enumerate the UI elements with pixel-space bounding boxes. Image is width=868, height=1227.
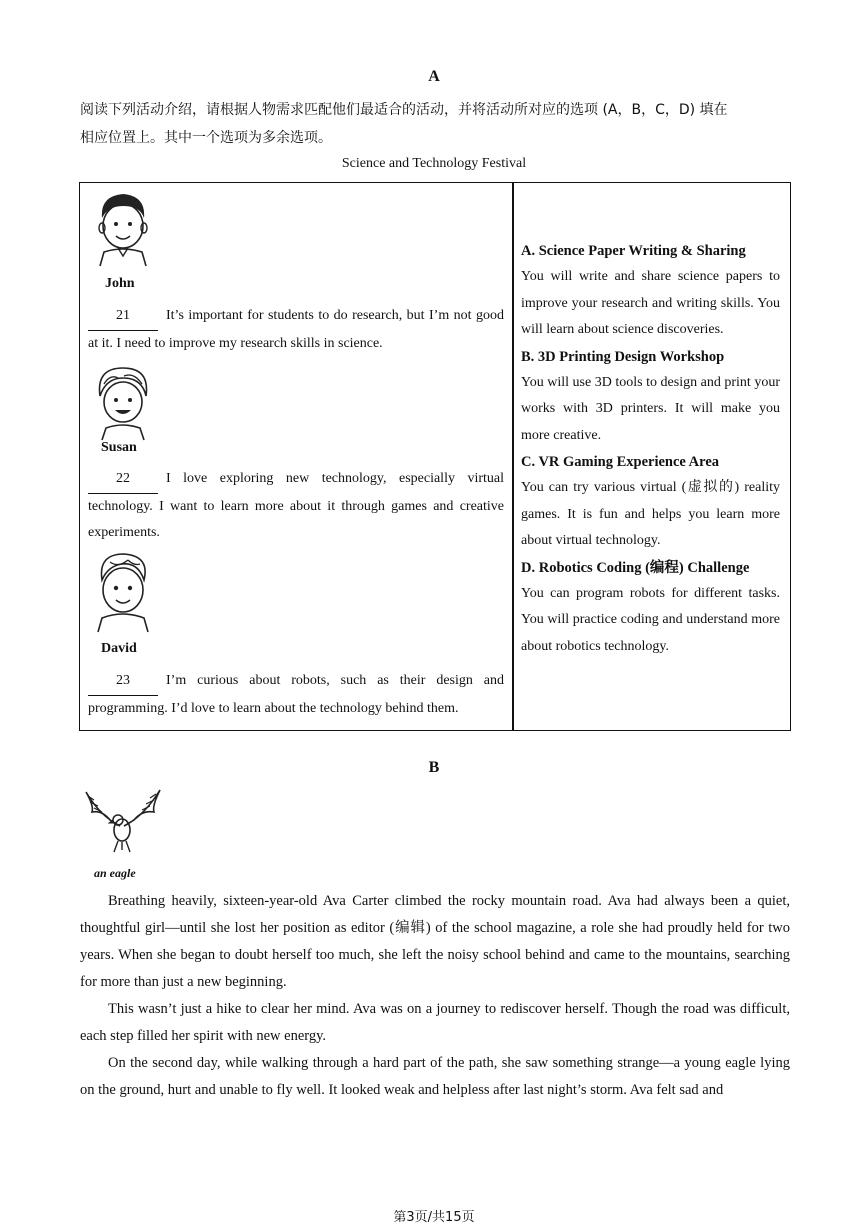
david-text: I’m curious about robots, such as their design and programming. I’d love to learn about the technology behind them. xyxy=(88,673,504,716)
section-a-title: A xyxy=(428,68,440,85)
person-name-john: John xyxy=(105,276,135,291)
section-b-title: B xyxy=(428,759,440,776)
person-name-david: David xyxy=(101,641,137,656)
instruction-line-1: 阅读下列活动介绍，请根据人物需求匹配他们最适合的活动，并将活动所对应的选项 (A，B，C，D) 填在 xyxy=(80,102,728,118)
page-number: 第3页/共15页 xyxy=(393,1210,475,1225)
option-c-title: C. VR Gaming Experience Area xyxy=(521,454,720,470)
option-b-title: B. 3D Printing Design Workshop xyxy=(521,348,725,365)
eagle-caption: an eagle xyxy=(94,866,136,880)
susan-statement xyxy=(88,466,504,547)
option-d-title: D. Robotics Coding (编程) Challenge xyxy=(521,559,750,576)
option-c xyxy=(521,449,780,555)
option-a-text: You will write and share science papers to improve your research and writing skills. You will learn about science discoveries. xyxy=(521,269,780,337)
option-b-text: You will use 3D tools to design and print your works with 3D printers. It will make you more creative. xyxy=(521,374,780,443)
john-statement xyxy=(88,303,504,357)
table-divider xyxy=(512,182,514,731)
story-paragraph-1: Breathing heavily, sixteen-year-old Ava Carter climbed the rocky mountain road. Ava had always been a quiet, thoughtful girl—until she lost her position as editor (编辑) of the school magazine, a role she had proudly held for two years. When she began to doubt herself too much, she left the noisy school behind and came to the mountains, searching for more than just a new beginning. xyxy=(80,893,790,990)
option-b xyxy=(521,344,780,450)
instruction-line-2: 相应位置上。其中一个选项为多余选项。 xyxy=(80,130,332,146)
david-portrait-icon xyxy=(88,550,158,636)
answer-blank-21[interactable]: 21 xyxy=(88,303,158,331)
option-c-text: You can try various virtual (虚拟的) reality games. It is fun and helps you learn more about virtual technology. xyxy=(521,480,780,548)
eagle-icon xyxy=(80,786,164,856)
option-a xyxy=(521,238,780,344)
festival-title: Science and Technology Festival xyxy=(341,156,527,171)
instructions xyxy=(80,96,790,152)
person-name-susan: Susan xyxy=(101,440,137,455)
answer-blank-23[interactable]: 23 xyxy=(88,668,158,696)
story-text xyxy=(80,888,790,1104)
susan-portrait-icon xyxy=(88,362,158,442)
option-d xyxy=(521,555,780,661)
story-paragraph-2: This wasn’t just a hike to clear her mind. Ava was on a journey to rediscover herself. Though the road was difficult, each step filled her spirit with new energy. xyxy=(80,1001,790,1044)
option-a-title: A. Science Paper Writing & Sharing xyxy=(521,243,746,259)
options-list xyxy=(521,238,780,660)
option-d-text: You can program robots for different tasks. You will practice coding and understand more about robotics technology. xyxy=(521,585,780,654)
david-statement xyxy=(88,668,504,722)
susan-text: I love exploring new technology, especially virtual technology. I want to learn more about it through games and creative experiments. xyxy=(88,471,504,540)
john-portrait-icon xyxy=(88,188,158,268)
john-text: It’s important for students to do research, but I’m not good at it. I need to improve my research skills in science. xyxy=(88,308,504,351)
story-paragraph-3: On the second day, while walking through a hard part of the path, she saw something strange—a young eagle lying on the ground, hurt and unable to fly well. It looked weak and helpless after last night’s storm. Ava felt sad and xyxy=(80,1055,790,1098)
answer-blank-22[interactable]: 22 xyxy=(88,466,158,494)
